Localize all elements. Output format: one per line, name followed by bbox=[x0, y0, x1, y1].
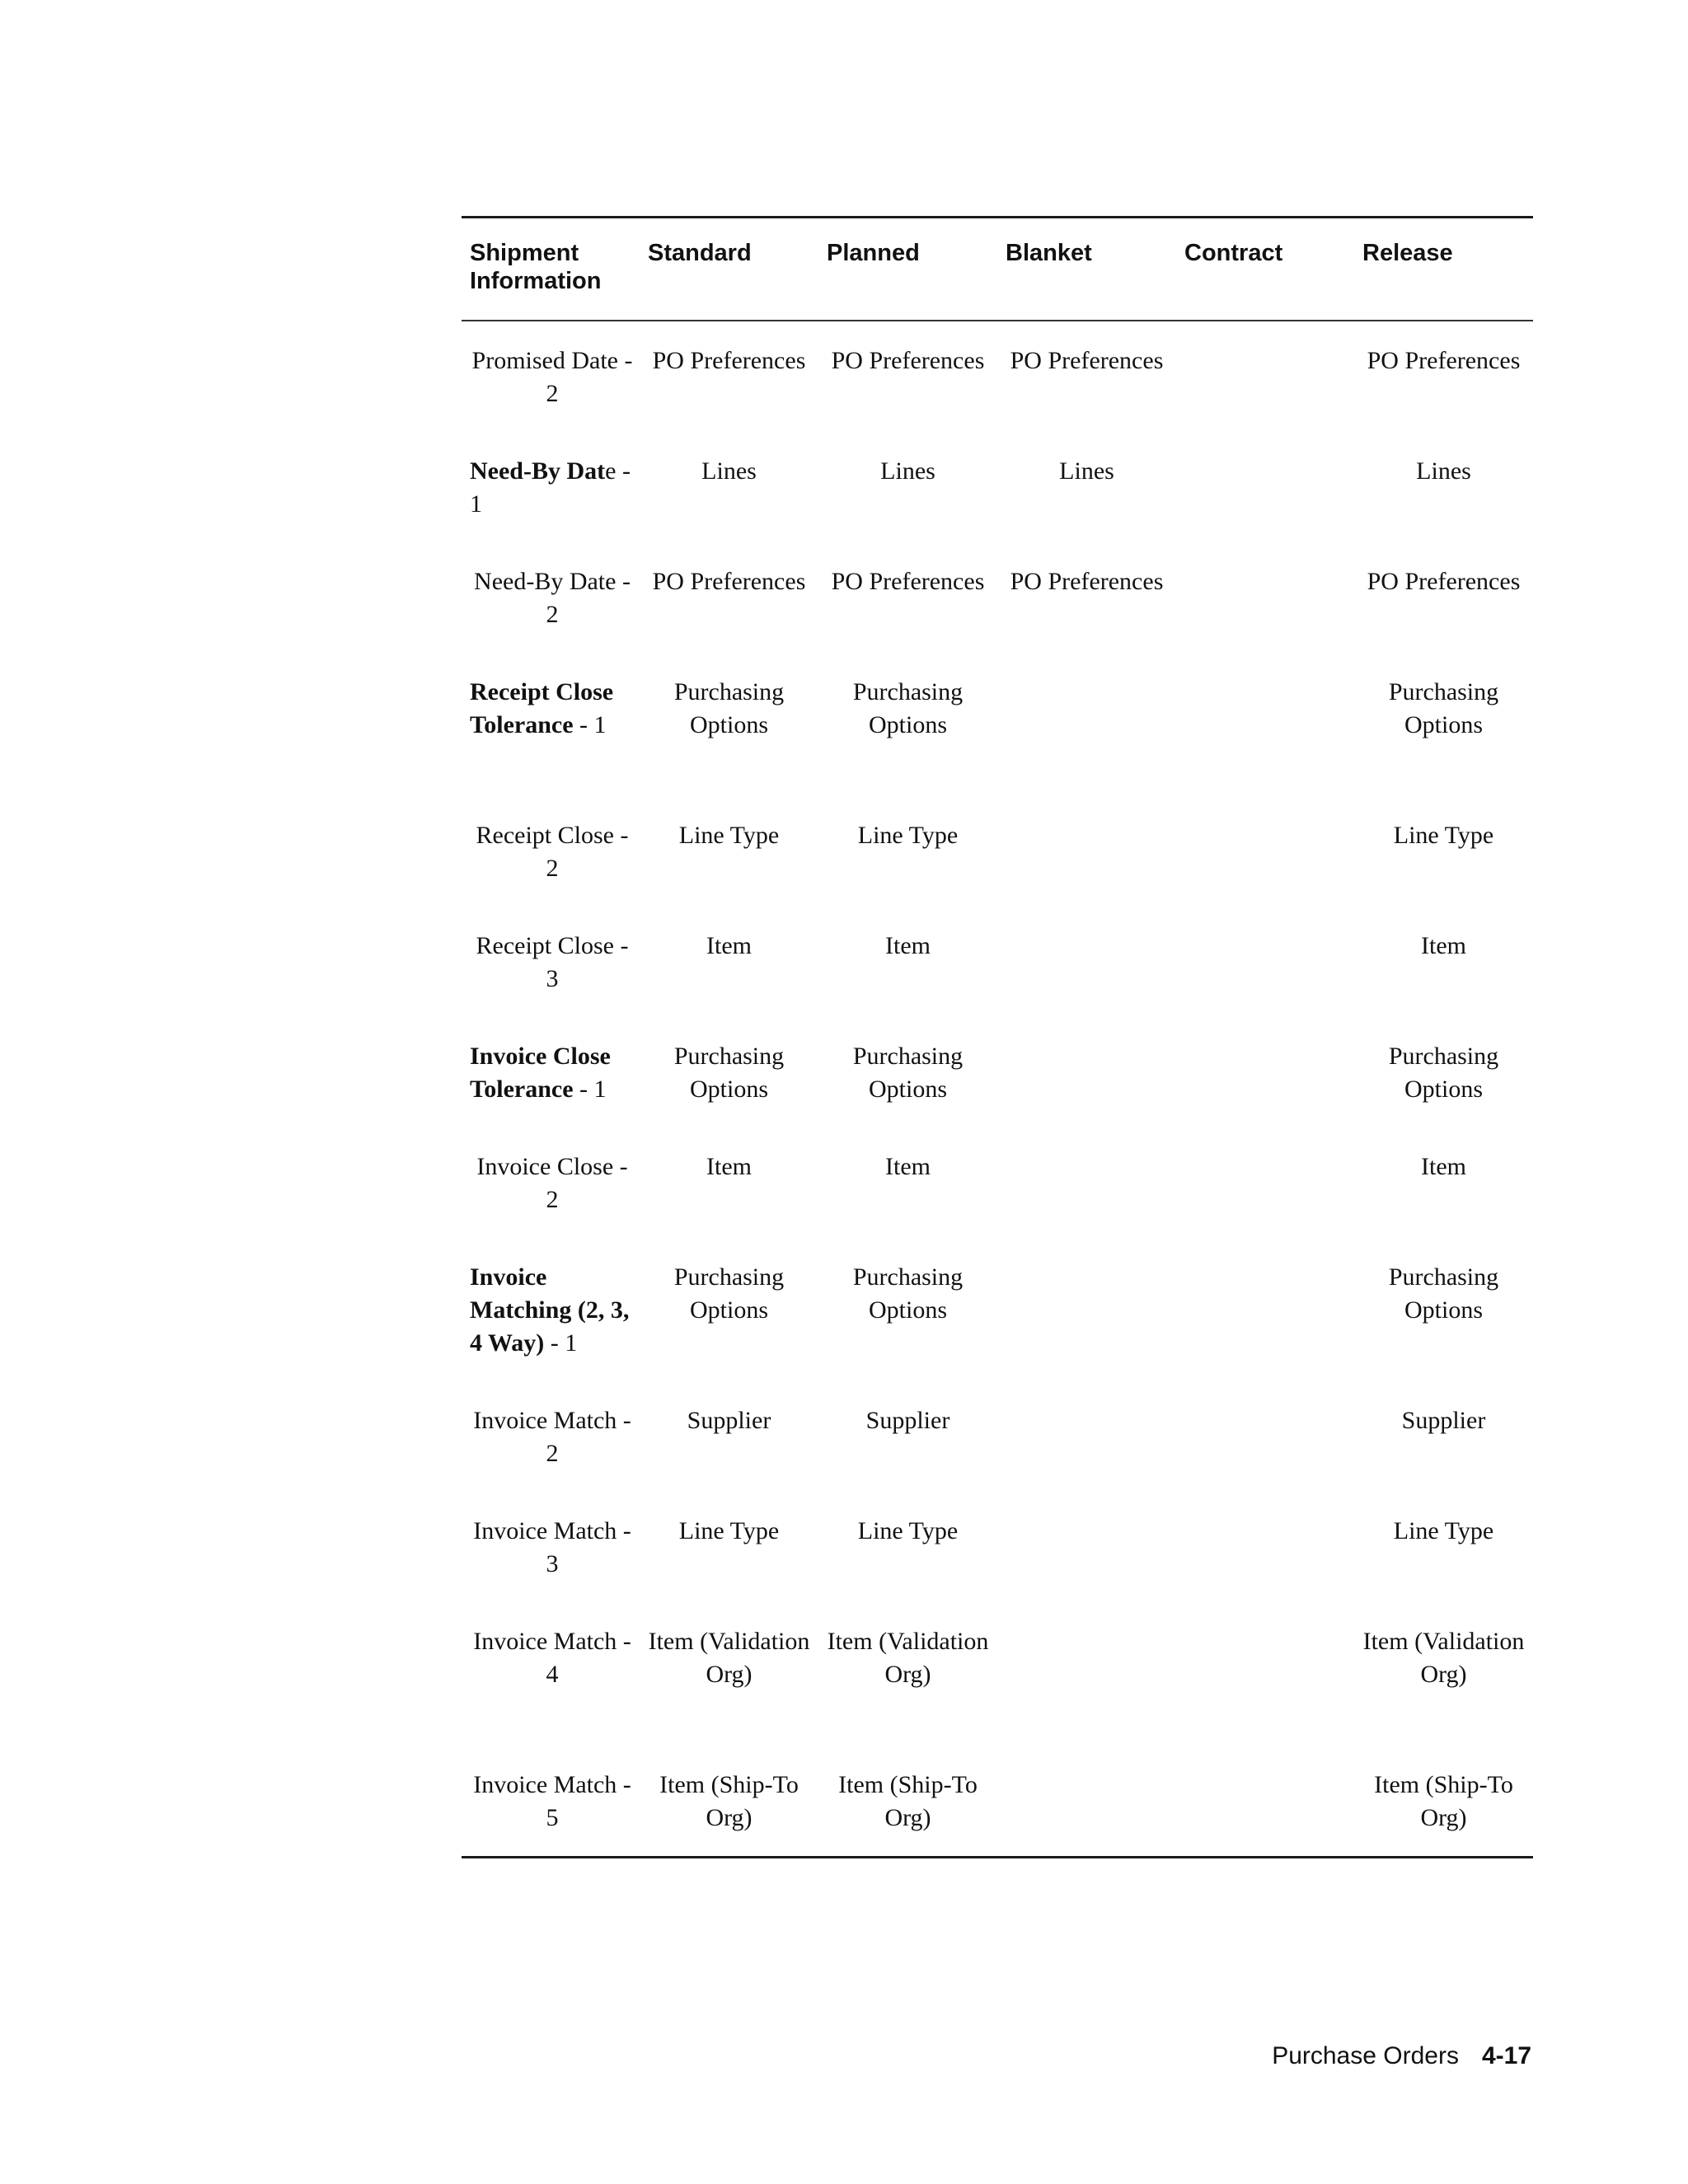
cell-standard: Line Type bbox=[678, 1517, 780, 1544]
cell-contract bbox=[1176, 1261, 1354, 1381]
row-label-text: Invoice Match - 3 bbox=[473, 1517, 631, 1577]
cell-contract bbox=[1176, 1404, 1354, 1492]
shipment-information-table bbox=[462, 216, 1533, 1858]
row-label-text: Receipt Close - 3 bbox=[476, 932, 629, 992]
cell-release: PO Preferences bbox=[1367, 568, 1521, 595]
table-row bbox=[462, 542, 1533, 653]
table-row bbox=[462, 1602, 1533, 1746]
row-label bbox=[462, 565, 640, 653]
cell-blanket: PO Preferences bbox=[1010, 347, 1164, 374]
cell-release: Item bbox=[1421, 1153, 1466, 1180]
cell-contract bbox=[1176, 344, 1354, 432]
cell-release: Purchasing Options bbox=[1388, 678, 1499, 738]
cell-planned: Line Type bbox=[857, 822, 959, 849]
cell-standard: PO Preferences bbox=[652, 568, 806, 595]
cell-standard: Line Type bbox=[678, 822, 780, 849]
row-label-text: Invoice Close - 2 bbox=[476, 1153, 628, 1213]
cell-planned: Item bbox=[885, 932, 931, 959]
row-label bbox=[462, 1625, 640, 1746]
cell-blanket: Lines bbox=[1059, 457, 1114, 485]
cell-planned: Item bbox=[885, 1153, 931, 1180]
cell-blanket bbox=[997, 1625, 1176, 1746]
cell-contract bbox=[1176, 819, 1354, 907]
cell-planned: PO Preferences bbox=[831, 568, 985, 595]
table-row bbox=[462, 321, 1533, 432]
cell-standard: Item (Validation Org) bbox=[648, 1628, 810, 1688]
cell-blanket bbox=[997, 1040, 1176, 1127]
row-label-text: Receipt Close - 2 bbox=[476, 822, 629, 882]
row-label-text: - 1 bbox=[573, 1076, 607, 1103]
cell-release: Line Type bbox=[1393, 822, 1494, 849]
table-row bbox=[462, 1746, 1533, 1856]
row-label-bold: Invoice Close Tolerance bbox=[470, 1043, 611, 1103]
row-label-bold: Invoice Matching (2, 3, 4 Way) bbox=[470, 1263, 630, 1357]
cell-planned: Lines bbox=[880, 457, 935, 485]
cell-contract bbox=[1176, 930, 1354, 1017]
cell-release: Supplier bbox=[1401, 1407, 1486, 1434]
cell-contract bbox=[1176, 1040, 1354, 1127]
row-label bbox=[462, 1515, 640, 1602]
cell-standard: Item (Ship-To Org) bbox=[659, 1771, 799, 1831]
cell-standard: Lines bbox=[701, 457, 757, 485]
cell-release: Item bbox=[1421, 932, 1466, 959]
cell-release: Lines bbox=[1416, 457, 1471, 485]
row-label-text: Invoice Match - 4 bbox=[473, 1628, 631, 1688]
header-shipment-information: Shipment Information bbox=[470, 240, 602, 294]
cell-release: Line Type bbox=[1393, 1517, 1494, 1544]
cell-planned: Supplier bbox=[865, 1407, 950, 1434]
cell-blanket bbox=[997, 1769, 1176, 1856]
row-label-text: Invoice Match - 2 bbox=[473, 1407, 631, 1467]
row-label-bold: Need-By Dat bbox=[470, 457, 606, 485]
table-row bbox=[462, 1238, 1533, 1381]
cell-contract bbox=[1176, 1625, 1354, 1746]
header-blanket: Blanket bbox=[1006, 240, 1092, 266]
cell-standard: Supplier bbox=[687, 1407, 771, 1434]
row-label-text: Need-By Date - 2 bbox=[474, 568, 631, 628]
table-row bbox=[462, 1017, 1533, 1127]
cell-release: Purchasing Options bbox=[1388, 1263, 1499, 1324]
row-label bbox=[462, 1261, 640, 1381]
cell-planned: PO Preferences bbox=[831, 347, 985, 374]
cell-contract bbox=[1176, 676, 1354, 796]
row-label-text: Promised Date - 2 bbox=[471, 347, 633, 407]
cell-contract bbox=[1176, 565, 1354, 653]
row-label-text: e - 1 bbox=[470, 457, 631, 518]
header-planned: Planned bbox=[827, 240, 920, 266]
cell-blanket: PO Preferences bbox=[1010, 568, 1164, 595]
row-label-bold: Receipt Close Tolerance bbox=[470, 678, 614, 738]
cell-blanket bbox=[997, 1261, 1176, 1381]
table-row bbox=[462, 653, 1533, 796]
cell-blanket bbox=[997, 1404, 1176, 1492]
cell-standard: PO Preferences bbox=[652, 347, 806, 374]
cell-standard: Purchasing Options bbox=[673, 1263, 785, 1324]
row-label bbox=[462, 1404, 640, 1492]
cell-contract bbox=[1176, 1151, 1354, 1238]
cell-planned: Purchasing Options bbox=[852, 678, 964, 738]
cell-contract bbox=[1176, 455, 1354, 542]
cell-release: PO Preferences bbox=[1367, 347, 1521, 374]
row-label bbox=[462, 819, 640, 907]
row-label-text: Invoice Match - 5 bbox=[473, 1771, 631, 1831]
cell-release: Item (Ship-To Org) bbox=[1374, 1771, 1513, 1831]
cell-standard: Purchasing Options bbox=[673, 678, 785, 738]
cell-planned: Item (Validation Org) bbox=[827, 1628, 989, 1688]
row-label bbox=[462, 1151, 640, 1238]
header-release: Release bbox=[1362, 240, 1453, 266]
table-row bbox=[462, 907, 1533, 1017]
table-row bbox=[462, 1492, 1533, 1602]
cell-release: Purchasing Options bbox=[1388, 1043, 1499, 1103]
cell-planned: Purchasing Options bbox=[852, 1043, 964, 1103]
header-standard: Standard bbox=[648, 240, 752, 266]
cell-planned: Purchasing Options bbox=[852, 1263, 964, 1324]
table-body bbox=[462, 321, 1533, 1856]
row-label bbox=[462, 455, 640, 542]
row-label bbox=[462, 930, 640, 1017]
table-row bbox=[462, 432, 1533, 542]
cell-blanket bbox=[997, 930, 1176, 1017]
cell-blanket bbox=[997, 1515, 1176, 1602]
table-row bbox=[462, 796, 1533, 907]
cell-standard: Item bbox=[706, 932, 752, 959]
row-label-text: - 1 bbox=[573, 711, 607, 738]
row-label-text: - 1 bbox=[544, 1329, 578, 1357]
page-footer bbox=[1272, 2042, 1531, 2070]
cell-release: Item (Validation Org) bbox=[1362, 1628, 1525, 1688]
row-label bbox=[462, 676, 640, 796]
footer-section-title: Purchase Orders bbox=[1272, 2042, 1459, 2069]
cell-standard: Purchasing Options bbox=[673, 1043, 785, 1103]
table-bottom-rule bbox=[462, 1856, 1533, 1858]
cell-blanket bbox=[997, 1151, 1176, 1238]
header-contract: Contract bbox=[1184, 240, 1283, 266]
cell-contract bbox=[1176, 1515, 1354, 1602]
row-label bbox=[462, 344, 640, 432]
cell-contract bbox=[1176, 1769, 1354, 1856]
cell-planned: Line Type bbox=[857, 1517, 959, 1544]
row-label bbox=[462, 1769, 640, 1856]
table-row bbox=[462, 1127, 1533, 1238]
cell-blanket bbox=[997, 676, 1176, 796]
footer-page-number: 4-17 bbox=[1481, 2042, 1531, 2069]
cell-blanket bbox=[997, 819, 1176, 907]
table-header-row bbox=[462, 218, 1533, 320]
row-label bbox=[462, 1040, 640, 1127]
table-row bbox=[462, 1381, 1533, 1492]
cell-planned: Item (Ship-To Org) bbox=[838, 1771, 978, 1831]
cell-standard: Item bbox=[706, 1153, 752, 1180]
